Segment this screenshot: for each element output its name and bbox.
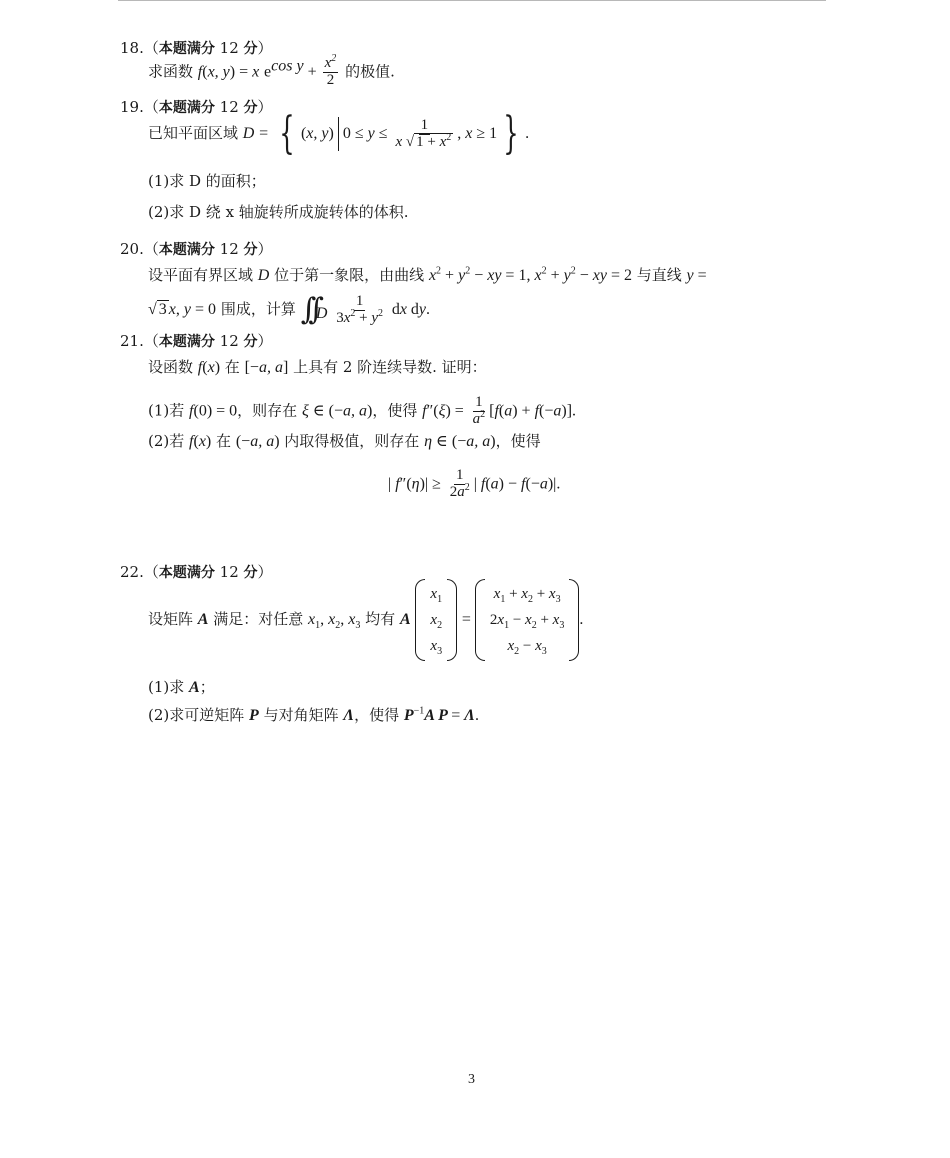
q20-int-sub: D [315, 305, 328, 322]
q22-line1-c: 均有 [365, 610, 396, 628]
q21-part1-a: (1)若 [148, 401, 185, 420]
q20-header [120, 240, 273, 259]
q20-line1 [148, 266, 707, 285]
q20-fraction [334, 294, 385, 327]
q20-frac-num: 1 [355, 292, 364, 309]
q19-period: . [525, 125, 530, 142]
q21-open-interval: (−a, a) [235, 433, 280, 450]
q19-set-f: ≤ [374, 125, 392, 142]
q20-paren-open: （ [143, 240, 159, 258]
q19-set-i: ≥ 1 [472, 125, 498, 142]
q19-set-g: , [457, 125, 466, 142]
q22-Lambda: Λ [343, 707, 355, 724]
q21-result1-rhs: [f(a) + f(−a)]. [489, 402, 577, 420]
top-rule [118, 0, 826, 3]
q18-text [148, 53, 395, 89]
q19-text-pre: 已知平面区域 [148, 124, 239, 142]
q22-vars: $x_1$, $x_2$, $x_3$ [308, 611, 361, 632]
q21-line1-b: 在 [224, 358, 240, 376]
q21-result1: f″(ξ) = [422, 402, 464, 420]
q21-part2-c: 内取得极值，则存在 [284, 432, 420, 450]
q18-formula-c: ) = [229, 63, 253, 81]
q21-score: 12 [219, 332, 239, 350]
q21-cond1: f(0) = 0 [189, 402, 238, 420]
q18-score-unit: 分 [243, 41, 258, 57]
q20-paren-close: ） [257, 240, 273, 258]
q22-equals: = [461, 611, 475, 628]
q21-part2 [148, 432, 541, 451]
q21-frac2-den: $2a^2$ [449, 481, 470, 500]
q19-part1: (1)求 D 的面积； [148, 172, 266, 190]
q18-formula-d: x [252, 63, 260, 81]
q20-curve1: $x^2 + y^2$ − xy = 1, $x^2 + y^2$ − xy = 2 [428, 265, 632, 284]
q19-frac-den: x √ $1 + x^2$ [395, 131, 452, 150]
q18-formula-b: x, y [207, 63, 230, 81]
q22-part2-c: ，使得 [354, 706, 400, 724]
q20-line1-c: 与直线 [636, 266, 682, 284]
q18-formula-e: e [264, 63, 272, 81]
q19-paren-open: （ [143, 98, 159, 116]
q18-frac-den: 2 [326, 71, 335, 88]
q22-line1-a: 设矩阵 [148, 610, 194, 628]
q18-fraction [323, 53, 339, 89]
q18-number: 18. [120, 39, 144, 57]
q22-part1-text: (1)求 [148, 678, 185, 696]
page-number: 3 [468, 1072, 475, 1087]
q22-matrix-A: A [197, 611, 209, 628]
q22-line1-b: 满足：对任意 [213, 610, 304, 628]
q21-display-formula [388, 468, 560, 501]
q21-paren-close: ） [257, 332, 273, 350]
q21-score-unit: 分 [243, 334, 258, 350]
q20-line1-a: 设平面有界区域 [148, 266, 254, 284]
q22-part1-semicolon: ； [199, 678, 215, 696]
q21-xi: ξ ∈ (−a, a) [301, 402, 373, 420]
q18-formula-exp: cos y [271, 57, 304, 75]
q21-rhs: | f(a) − f(−a)|. [473, 475, 561, 493]
q19-brace-open: { [279, 108, 295, 159]
q18-formula-plus: + [303, 63, 321, 81]
q19-score: 12 [219, 98, 239, 116]
q20-domain: D [257, 267, 270, 284]
q21-frac2-num: 1 [455, 467, 464, 483]
q21-line1-c: 上具有 2 阶连续导数. 证明： [293, 358, 487, 376]
q20-line-y: y = [686, 267, 707, 284]
q19-brace-close: } [503, 108, 519, 159]
q21-part1-b: ，则存在 [237, 401, 298, 420]
q20-frac-den: $3x^2 + y^2$ [336, 307, 384, 326]
q22-part2-a: (2)求可逆矩阵 [148, 706, 245, 724]
q22-matrix-A2: A [399, 611, 411, 628]
q20-line2 [148, 292, 430, 328]
q19-set-e: y [367, 125, 375, 142]
q19-part2: (2)求 D 绕 x 轴旋转所成旋转体的体积. [148, 203, 409, 221]
q19-set-h: x [465, 125, 473, 142]
q19-set-c: ) [328, 125, 334, 142]
q18-formula: f [197, 63, 203, 81]
q22-period: . [579, 611, 584, 628]
q21-fraction2 [448, 468, 472, 501]
q22-score-unit: 分 [243, 565, 258, 581]
q20-number: 20. [120, 240, 144, 258]
q21-part2-a: (2)若 [148, 432, 185, 450]
q18-formula-a: ( [202, 63, 208, 81]
q18-header [120, 39, 273, 58]
q21-number: 21. [120, 332, 144, 350]
q21-paren-open: （ [143, 332, 159, 350]
q21-lhs: | f″(η)| ≥ [388, 475, 441, 493]
q21-interval: [−a, a] [244, 359, 289, 376]
q21-part1-c: ，使得 [372, 401, 418, 420]
q21-score-label: 本题满分 [158, 334, 215, 350]
q22-score-label: 本题满分 [158, 565, 215, 581]
q19-vbar [338, 117, 339, 151]
q18-paren-open: （ [143, 39, 159, 57]
q18-paren-close: ） [257, 39, 273, 57]
q19-paren-close: ） [257, 98, 273, 116]
q22-diag-eq: $P^{-1}A$ P = Λ. [403, 705, 479, 724]
q22-line1 [148, 579, 583, 661]
q20-line2-a: 围成，计算 [220, 300, 296, 318]
q22-part1-A: A [189, 679, 200, 696]
q18-score-label: 本题满分 [158, 41, 215, 57]
q20-lines: √ 3 x, y = 0 [148, 301, 217, 318]
q18-text-post: 的极值. [345, 62, 395, 81]
q22-part2-b: 与对角矩阵 [263, 706, 339, 724]
q21-fx2: f(x) [189, 433, 212, 450]
q22-part2 [148, 706, 479, 725]
q20-score: 12 [219, 240, 239, 258]
q22-vector-x: $x_1$ $x_2$ $x_3$ [415, 579, 457, 661]
q21-part2-b: 在 [216, 432, 232, 450]
q19-set-d: 0 ≤ [342, 125, 368, 142]
q22-number: 22. [120, 563, 144, 581]
q21-frac1-num: 1 [475, 394, 483, 410]
q21-eta: η ∈ (−a, a) [424, 433, 496, 450]
q22-paren-open: （ [143, 563, 159, 581]
q19-fraction [393, 118, 455, 151]
q21-fx: f(x) [197, 359, 221, 376]
q18-text-pre: 求函数 [148, 62, 194, 81]
q22-score: 12 [219, 563, 239, 581]
q21-header [120, 332, 273, 351]
q19-score-unit: 分 [243, 100, 258, 116]
q21-line1-a: 设函数 [148, 358, 194, 376]
q20-line1-b: 位于第一象限，由曲线 [274, 266, 425, 284]
q19-score-label: 本题满分 [158, 100, 215, 116]
q19-eq: = [259, 125, 269, 142]
q21-frac1-den: $a^2$ [472, 408, 486, 427]
q22-part1 [148, 678, 215, 697]
q22-vector-result: $x_1 + x_2 + x_3$ $2x_1 - x_2 + x_3$ $x_2 - x_3$ [475, 579, 579, 661]
q20-differential: dx dy. [391, 301, 431, 318]
q21-part2-d: ，使得 [495, 432, 541, 450]
q19-formula: D [242, 125, 255, 142]
q19-set-a: ( [300, 125, 307, 142]
q20-score-label: 本题满分 [158, 242, 215, 258]
q21-part1 [148, 395, 576, 428]
q21-fraction1 [471, 395, 488, 428]
q19-set-b: x, y [306, 125, 329, 142]
q22-paren-close: ） [257, 563, 273, 581]
q19-frac-num: 1 [420, 116, 429, 133]
q18-frac-num: $x^2$ [324, 53, 337, 71]
q19-number: 19. [120, 98, 144, 116]
q20-double-integral: ∫∫ [300, 292, 316, 327]
q21-line1 [148, 358, 487, 377]
q18-score: 12 [219, 39, 239, 57]
q20-score-unit: 分 [243, 242, 258, 258]
q22-P: P [249, 707, 259, 724]
